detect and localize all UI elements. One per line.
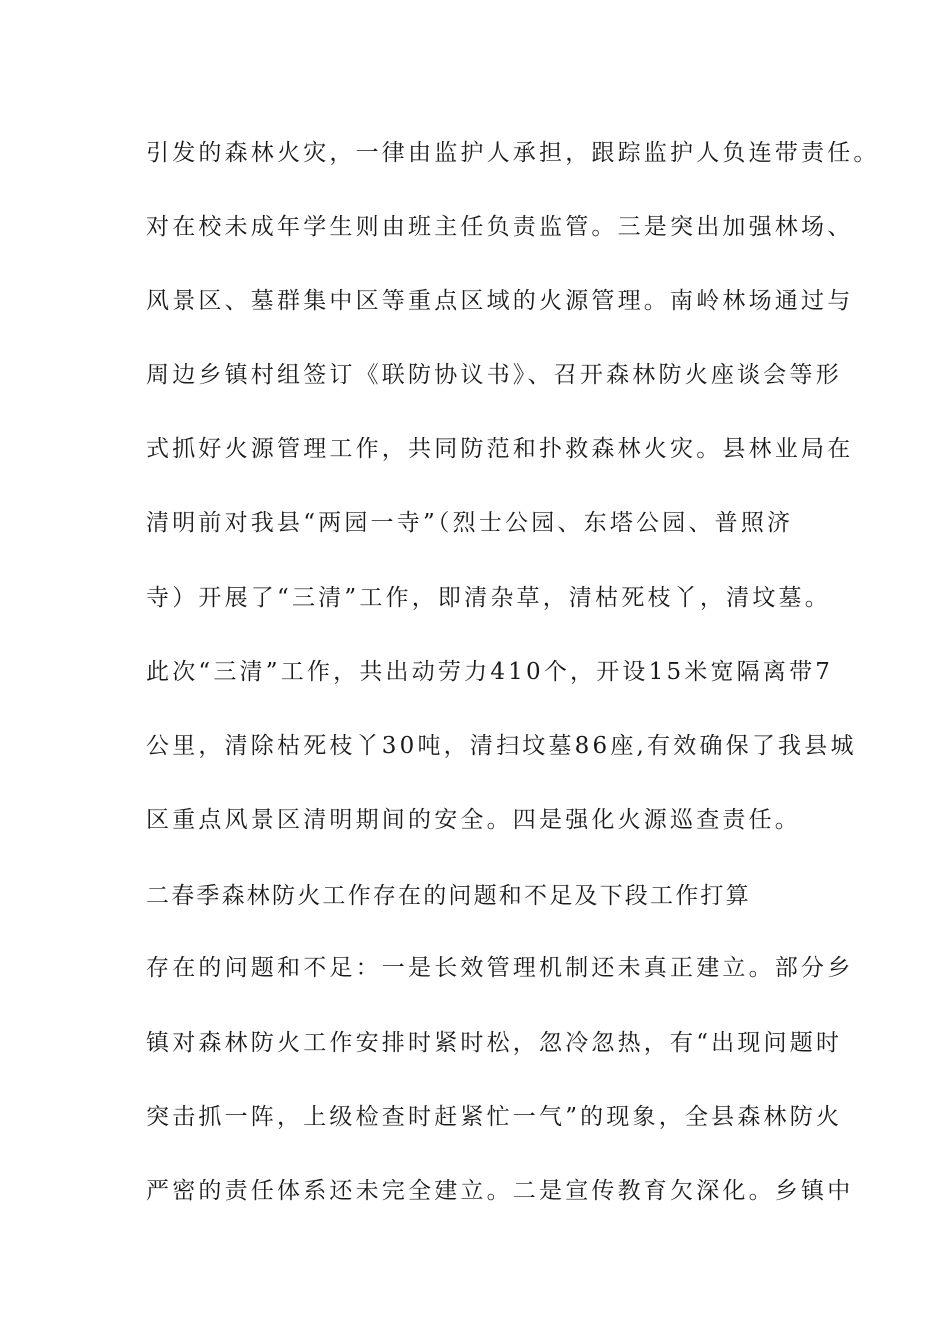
text-line: 寺）开展了“三清”工作，即清杂草，清枯死枝丫，清坟墓。 — [146, 585, 831, 611]
text-line: 严密的责任体系还未完全建立。二是宣传教育欠深化。乡镇中 — [146, 1178, 854, 1204]
text-line: 突击抓一阵，上级检查时赶紧忙一气”的现象，全县森林防火 — [146, 1104, 843, 1130]
text-line: 引发的森林火灾，一律由监护人承担，跟踪监护人负连带责任。 — [146, 140, 880, 166]
text-line: 对在校未成年学生则由班主任负责监管。三是突出加强林场、 — [146, 214, 854, 240]
text-line: 镇对森林防火工作安排时紧时松，忽冷忽热，有“出现问题时 — [146, 1030, 843, 1056]
section-heading: 二春季森林防火工作存在的问题和不足及下段工作打算 — [146, 883, 751, 909]
text-line: 周边乡镇村组签订《联防协议书》、召开森林防火座谈会等形 — [146, 362, 842, 388]
text-line: 清明前对我县“两园一寺”（烈士公园、东塔公园、普照济 — [146, 510, 794, 536]
text-line: 此次“三清”工作，共出动劳力410个，开设15米宽隔离带7 — [146, 659, 834, 685]
text-line: 式抓好火源管理工作，共同防范和扑救森林火灾。县林业局在 — [146, 436, 854, 462]
text-line: 风景区、墓群集中区等重点区域的火源管理。南岭林场通过与 — [146, 288, 854, 314]
text-line: 区重点风景区清明期间的安全。四是强化火源巡查责任。 — [146, 807, 801, 833]
text-line: 公里，清除枯死枝丫30吨，清扫坟墓86座,有效确保了我县城 — [146, 733, 857, 759]
text-line: 存在的问题和不足：一是长效管理机制还未真正建立。部分乡 — [146, 955, 854, 981]
